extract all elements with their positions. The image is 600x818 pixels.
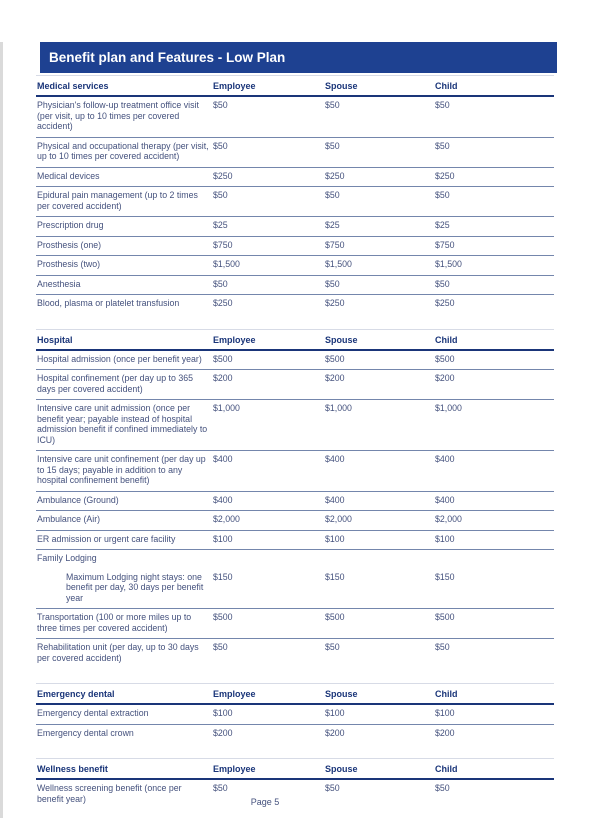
benefit-value-child: $2,000 <box>434 511 554 531</box>
benefit-label: Blood, plasma or platelet transfusion <box>37 298 180 308</box>
benefit-value-spouse: $750 <box>324 236 434 256</box>
benefit-value-employee: $750 <box>212 236 324 256</box>
benefit-value-child: $400 <box>434 491 554 511</box>
benefit-value-spouse: $50 <box>324 96 434 137</box>
column-header-employee: Employee <box>212 759 324 780</box>
section-rows <box>36 704 554 743</box>
table-row <box>36 167 554 187</box>
page-number: Page 5 <box>250 797 280 807</box>
benefit-label: Prosthesis (two) <box>36 256 212 276</box>
section-title: Wellness benefit <box>36 759 212 780</box>
benefit-value-child: $25 <box>434 217 554 237</box>
benefit-value-child: $250 <box>435 298 455 308</box>
benefit-value-employee: $2,000 <box>212 511 324 531</box>
benefit-value-employee <box>212 550 324 569</box>
benefit-value-employee: $50 <box>212 137 324 167</box>
section-header-row <box>36 76 554 97</box>
benefit-label: Hospital admission (once per benefit year) <box>36 350 212 370</box>
benefit-value-employee: $500 <box>212 350 324 370</box>
benefit-value-spouse: $50 <box>324 137 434 167</box>
benefit-section-table <box>36 75 554 314</box>
section-title: Hospital <box>36 329 212 350</box>
benefit-value-child: $50 <box>434 96 554 137</box>
section-title: Medical services <box>36 76 212 97</box>
column-header-child: Child <box>434 329 554 350</box>
table-row <box>36 137 554 167</box>
benefit-label: Prosthesis (one) <box>36 236 212 256</box>
benefit-value-spouse: $100 <box>324 530 434 550</box>
column-header-spouse: Spouse <box>324 76 434 97</box>
benefit-label: Family Lodging <box>37 553 97 563</box>
table-row <box>36 236 554 256</box>
benefit-section-table <box>36 329 554 669</box>
benefit-value-employee: $200 <box>212 370 324 400</box>
column-header-employee: Employee <box>212 684 324 705</box>
benefit-value-child: $500 <box>434 350 554 370</box>
page-title: Benefit plan and Features - Low Plan <box>49 50 286 65</box>
benefit-label: Intensive care unit admission (once per benefit year; payable instead of hospital admission benefit if confined immediately to ICU) <box>36 400 212 451</box>
table-row <box>36 96 554 137</box>
benefit-value-spouse: $200 <box>324 370 434 400</box>
benefit-value-spouse: $200 <box>325 727 345 738</box>
benefit-label: Medical devices <box>36 167 212 187</box>
benefit-value-child: $1,500 <box>434 256 554 276</box>
table-row <box>36 724 554 743</box>
benefit-value-spouse: $150 <box>324 569 434 609</box>
benefit-value-child: $150 <box>434 569 554 609</box>
benefit-label: ER admission or urgent care facility <box>36 530 212 550</box>
benefit-label: Maximum Lodging night stays: one benefit per day, 30 days per benefit year <box>36 569 212 609</box>
benefit-tables <box>0 75 600 809</box>
table-row <box>36 511 554 531</box>
benefit-label: Epidural pain management (up to 2 times per covered accident) <box>36 187 212 217</box>
benefit-label: Anesthesia <box>36 275 212 295</box>
section-rows <box>36 96 554 314</box>
benefit-value-spouse: $50 <box>325 783 340 793</box>
benefit-value-child: $50 <box>434 275 554 295</box>
benefit-value-spouse: $25 <box>324 217 434 237</box>
benefit-label: Hospital confinement (per day up to 365 days per covered accident) <box>36 370 212 400</box>
benefit-value-employee: $50 <box>213 642 228 652</box>
table-row <box>36 217 554 237</box>
column-header-child: Child <box>434 76 554 97</box>
column-header-employee: Employee <box>212 329 324 350</box>
column-header-spouse: Spouse <box>324 684 434 705</box>
benefit-value-employee: $100 <box>212 530 324 550</box>
benefit-value-employee: $50 <box>212 275 324 295</box>
column-header-child: Child <box>434 684 554 705</box>
benefit-value-spouse: $50 <box>325 642 340 652</box>
benefit-value-employee: $200 <box>213 727 233 738</box>
benefit-label: Emergency dental crown <box>37 727 134 738</box>
benefit-section-table <box>36 683 554 743</box>
section-title: Emergency dental <box>36 684 212 705</box>
benefit-value-employee: $1,500 <box>212 256 324 276</box>
benefit-value-employee: $50 <box>213 783 228 793</box>
benefit-value-child: $50 <box>435 783 450 793</box>
page-title-banner <box>40 42 557 73</box>
benefit-value-employee: $250 <box>212 167 324 187</box>
benefit-value-child: $50 <box>434 187 554 217</box>
benefit-value-employee: $50 <box>212 96 324 137</box>
table-row <box>36 256 554 276</box>
benefit-value-child: $50 <box>434 137 554 167</box>
benefit-value-employee: $1,000 <box>212 400 324 451</box>
benefit-value-spouse: $400 <box>324 491 434 511</box>
table-row <box>36 295 554 314</box>
benefit-value-employee: $250 <box>213 298 233 308</box>
benefit-value-spouse: $250 <box>324 167 434 187</box>
table-row <box>36 275 554 295</box>
benefit-value-employee: $150 <box>212 569 324 609</box>
table-row <box>36 350 554 370</box>
table-row <box>36 704 554 724</box>
table-row <box>36 609 554 639</box>
benefit-label: Physician's follow-up treatment office visit (per visit, up to 10 times per covered accident) <box>36 96 212 137</box>
benefit-value-employee: $50 <box>212 187 324 217</box>
benefit-label: Ambulance (Ground) <box>36 491 212 511</box>
benefit-value-employee: $400 <box>212 451 324 492</box>
benefit-value-employee: $25 <box>212 217 324 237</box>
section-rows <box>36 350 554 669</box>
benefit-value-child: $200 <box>435 727 455 738</box>
benefit-value-child: $500 <box>434 609 554 639</box>
column-header-employee: Employee <box>212 76 324 97</box>
benefit-value-spouse: $400 <box>324 451 434 492</box>
benefit-value-child: $750 <box>434 236 554 256</box>
benefit-value-employee: $400 <box>212 491 324 511</box>
table-row <box>36 530 554 550</box>
benefit-label: Intensive care unit confinement (per day up to 15 days; payable in addition to any hospital confinement benefit) <box>36 451 212 492</box>
benefit-value-spouse: $500 <box>324 609 434 639</box>
table-row <box>36 451 554 492</box>
page-left-edge <box>0 42 3 818</box>
benefit-value-employee: $100 <box>212 704 324 724</box>
benefit-value-child: $100 <box>434 704 554 724</box>
table-row <box>36 569 554 609</box>
benefit-value-spouse <box>324 550 434 569</box>
benefit-value-child: $100 <box>434 530 554 550</box>
column-header-spouse: Spouse <box>324 329 434 350</box>
column-header-child: Child <box>434 759 554 780</box>
benefit-value-employee: $500 <box>212 609 324 639</box>
benefit-label: Ambulance (Air) <box>36 511 212 531</box>
benefit-value-child: $1,000 <box>434 400 554 451</box>
benefit-value-child: $400 <box>434 451 554 492</box>
benefit-value-spouse: $250 <box>325 298 345 308</box>
benefit-label: Physical and occupational therapy (per visit, up to 10 times per covered accident) <box>36 137 212 167</box>
section-header-row <box>36 329 554 350</box>
table-row <box>36 400 554 451</box>
benefit-label: Wellness screening benefit (once per benefit year) <box>37 783 182 804</box>
benefit-value-child: $50 <box>435 642 450 652</box>
benefit-label: Transportation (100 or more miles up to three times per covered accident) <box>36 609 212 639</box>
table-row <box>36 187 554 217</box>
benefit-label: Rehabilitation unit (per day, up to 30 days per covered accident) <box>37 642 199 663</box>
benefit-value-spouse: $2,000 <box>324 511 434 531</box>
benefit-value-spouse: $1,500 <box>324 256 434 276</box>
benefit-value-spouse: $50 <box>324 187 434 217</box>
column-header-spouse: Spouse <box>324 759 434 780</box>
benefit-value-child: $200 <box>434 370 554 400</box>
table-row <box>36 491 554 511</box>
benefit-value-spouse: $50 <box>324 275 434 295</box>
benefit-value-spouse: $500 <box>324 350 434 370</box>
section-header-row <box>36 684 554 705</box>
benefit-value-spouse: $100 <box>324 704 434 724</box>
table-row <box>36 370 554 400</box>
benefit-value-spouse: $1,000 <box>324 400 434 451</box>
benefit-value-child: $250 <box>434 167 554 187</box>
table-row <box>36 639 554 669</box>
benefit-label: Prescription drug <box>36 217 212 237</box>
benefit-value-child <box>434 550 554 569</box>
benefit-label: Emergency dental extraction <box>36 704 212 724</box>
table-row <box>36 550 554 569</box>
